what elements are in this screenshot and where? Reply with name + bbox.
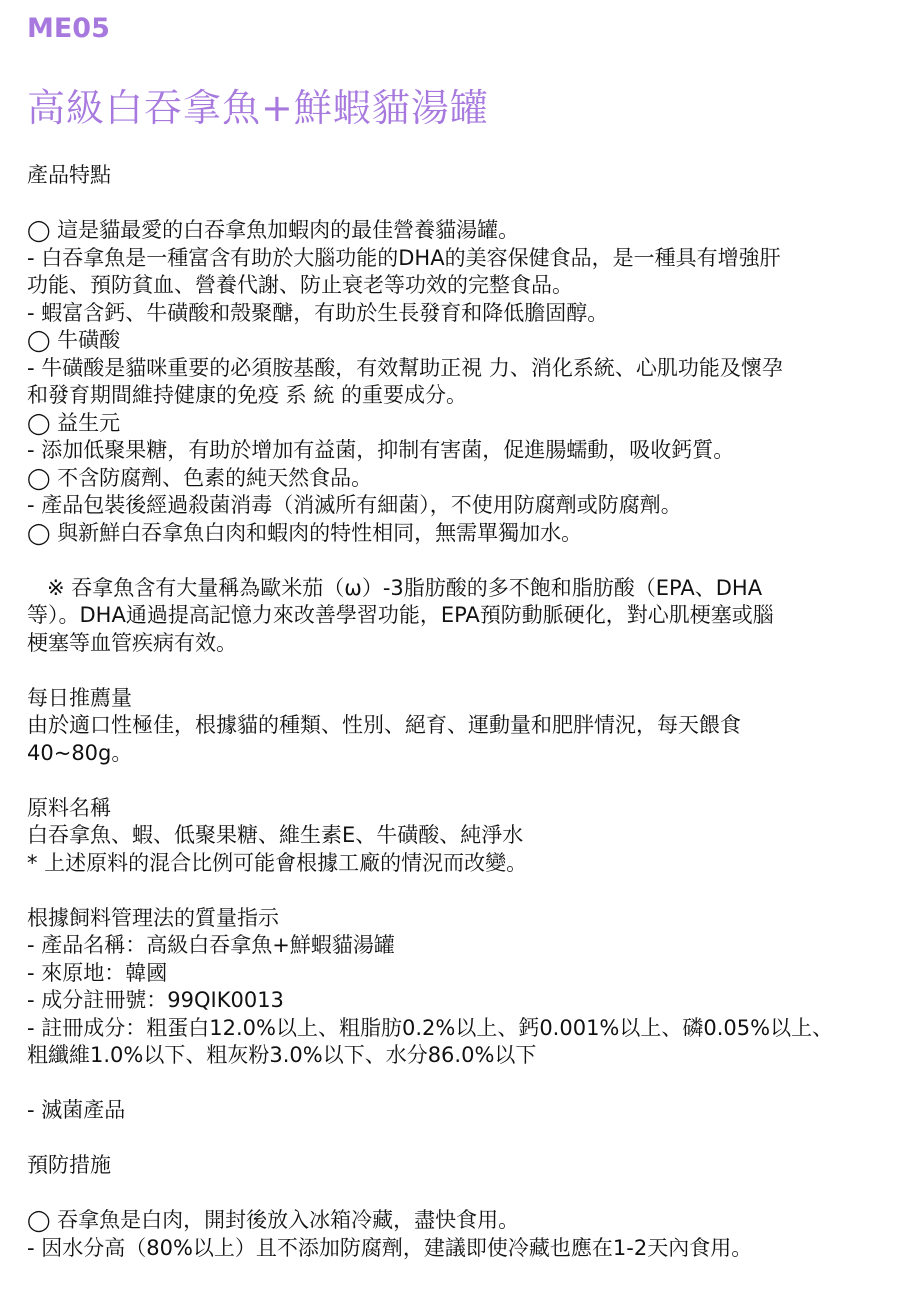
product-code: ME05 xyxy=(27,13,110,44)
quality-item: - 產品名稱：高級白吞拿魚+鮮蝦貓湯罐 xyxy=(27,933,395,957)
blank-line xyxy=(27,1125,887,1153)
feature-detail: 功能、預防貧血、營養代謝、防止衰老等功效的完整食品。 xyxy=(27,273,573,297)
blank-line xyxy=(27,190,887,218)
feature-detail: - 添加低聚果糖，有助於增加有益菌，抑制有害菌，促進腸蠕動，吸收鈣質。 xyxy=(27,438,735,462)
section-heading-quality: 根據飼料管理法的質量指示 xyxy=(27,905,279,930)
precaution-detail: - 因水分高（80%以上）且不添加防腐劑，建議即使冷藏也應在1-2天內食用。 xyxy=(27,1235,753,1260)
blank-line xyxy=(27,657,887,685)
feature-bullet: ◯ 與新鮮白吞拿魚白肉和蝦肉的特性相同，無需單獨加水。 xyxy=(27,520,583,545)
blank-line xyxy=(27,1070,887,1098)
feature-bullet: ◯ 牛磺酸 xyxy=(27,328,121,352)
precaution-bullet: ◯ 吞拿魚是白肉，開封後放入冰箱冷藏，盡快食用。 xyxy=(27,1208,520,1232)
daily-amount-text: 40~80g。 xyxy=(27,740,133,765)
quality-item: 粗纖維1.0%以下、粗灰粉3.0%以下、水分86.0%以下 xyxy=(27,1043,537,1067)
omega-note: 等）。DHA通過提高記憶力來改善學習功能，EPA預防動脈硬化，對心肌梗塞或腦 xyxy=(27,603,774,627)
blank-line xyxy=(27,767,887,795)
quality-item: - 成分註冊號：99QIK0013 xyxy=(27,988,284,1012)
feature-bullet: ◯ 不含防腐劑、色素的純天然食品。 xyxy=(27,465,373,490)
ingredients-note: * 上述原料的混合比例可能會根據工廠的情況而改變。 xyxy=(27,850,528,875)
quality-item: - 來原地：韓國 xyxy=(27,960,168,985)
daily-amount-text: 由於適口性極佳，根據貓的種類、性別、絕育、運動量和肥胖情況，每天餵食 xyxy=(27,713,741,737)
product-title: 高級白吞拿魚+鮮蝦貓湯罐 xyxy=(27,86,489,130)
product-details xyxy=(27,162,887,1262)
section-heading-precautions: 預防措施 xyxy=(27,1153,111,1177)
feature-bullet: ◯ 益生元 xyxy=(27,410,121,435)
blank-line xyxy=(27,547,887,575)
omega-note: 梗塞等血管疾病有效。 xyxy=(27,630,237,655)
section-heading-features: 產品特點 xyxy=(27,163,111,187)
feature-detail: 和發育期間維持健康的免疫 系 統 的重要成分。 xyxy=(27,383,468,407)
feature-detail: - 蝦富含鈣、牛磺酸和殼聚醣，有助於生長發育和降低膽固醇。 xyxy=(27,300,609,325)
ingredients-text: 白吞拿魚、蝦、低聚果糖、維生素E、牛磺酸、純淨水 xyxy=(27,823,524,847)
quality-item: - 註冊成分：粗蛋白12.0%以上、粗脂肪0.2%以上、鈣0.001%以上、磷0.05%以上、 xyxy=(27,1015,834,1040)
section-heading-daily-amount: 每日推薦量 xyxy=(27,685,132,710)
feature-bullet: ◯ 這是貓最愛的白吞拿魚加蝦肉的最佳營養貓湯罐。 xyxy=(27,218,520,242)
feature-detail: - 白吞拿魚是一種富含有助於大腦功能的DHA的美容保健食品，是一種具有增強肝 xyxy=(27,245,781,270)
section-heading-ingredients: 原料名稱 xyxy=(27,795,111,820)
feature-detail: - 產品包裝後經過殺菌消毒（消滅所有細菌），不使用防腐劑或防腐劑。 xyxy=(27,493,682,517)
feature-detail: - 牛磺酸是貓咪重要的必須胺基酸，有效幫助正視 力、消化系統、心肌功能及懷孕 xyxy=(27,355,783,380)
omega-note: ※ 吞拿魚含有大量稱為歐米茄（ω）-3脂肪酸的多不飽和脂肪酸（EPA、DHA xyxy=(47,575,763,600)
sterilized-item: - 滅菌產品 xyxy=(27,1098,126,1122)
blank-line xyxy=(27,877,887,905)
blank-line xyxy=(27,1180,887,1208)
